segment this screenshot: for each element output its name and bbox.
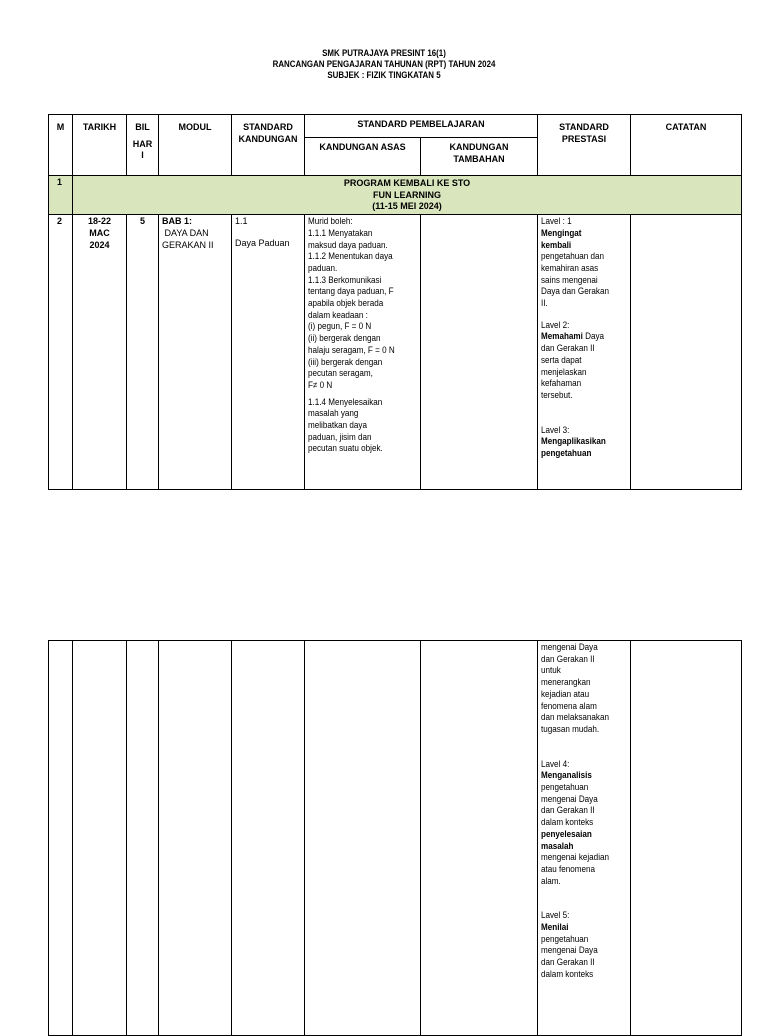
subject-title: SUBJEK : FIZIK TINGKATAN 5	[327, 70, 441, 80]
col-kandungan-tambahan: KANDUNGAN TAMBAHAN	[421, 138, 538, 176]
notes-cell	[631, 641, 742, 1036]
basic-content-cell: Murid boleh: 1.1.1 Menyatakan maksud daya paduan. 1.1.2 Menentukan daya paduan. 1.1.3 Berkomunikasi tentang daya paduan, F apabila objek berada dalam keadaan : (i) pegun, F = 0 N (ii) bergerak dengan halaju seragam, F = 0 N (iii) bergerak dengan pecutan seragam, F≠ 0 N 1.1.4 Menyelesaikan masalah yang melibatkan daya paduan, jisim dan pecutan suatu objek.	[305, 215, 421, 490]
col-modul: MODUL	[159, 115, 232, 176]
day-count-cell	[127, 641, 159, 1036]
module-cell: BAB 1: DAYA DAN GERAKAN II	[159, 215, 232, 490]
content-standard-cell	[232, 641, 305, 1036]
day-count-cell: 5	[127, 215, 159, 490]
school-name: SMK PUTRAJAYA PRESINT 16(1)	[322, 48, 446, 58]
content-standard-cell: 1.1 Daya Paduan	[232, 215, 305, 490]
col-standard-prestasi: STANDARD PRESTASI	[538, 115, 631, 176]
program-note: PROGRAM KEMBALI KE STO FUN LEARNING (11-15 MEI 2024)	[73, 176, 742, 215]
week-2-row	[49, 215, 742, 490]
performance-standard-cell: mengenai Daya dan Gerakan II untuk menerangkan kejadian atau fenomena alam dan melaksanakan tugasan mudah. Lavel 4: Menganalisis pengetahuan mengenai Daya dan Gerakan II dalam konteks penyelesaian masalah mengenai kejadian atau fenomena alam. Lavel 5: Menilai pengetahuan mengenai Daya dan Gerakan II dalam konteks	[538, 641, 631, 1036]
notes-cell	[631, 215, 742, 490]
week-number: 1	[49, 176, 73, 215]
document-header	[46, 48, 722, 81]
performance-standard-cell: Lavel : 1 Mengingat kembali pengetahuan dan kemahiran asas sains mengenai Daya dan Gerakan II. Lavel 2: Memahami Daya dan Gerakan II serta dapat menjelaskan kefahaman tersebut. Lavel 3: Mengaplikasikan pengetahuan	[538, 215, 631, 490]
date-cell: 18-22 MAC 2024	[73, 215, 127, 490]
col-tarikh: TARIKH	[73, 115, 127, 176]
date-cell	[73, 641, 127, 1036]
additional-content-cell	[421, 215, 538, 490]
module-cell	[159, 641, 232, 1036]
continued-row	[49, 641, 742, 1036]
lesson-plan-table	[48, 114, 742, 490]
col-m: M	[49, 115, 73, 176]
col-kandungan-asas: KANDUNGAN ASAS	[305, 138, 421, 176]
col-standard-kandungan: STANDARD KANDUNGAN	[232, 115, 305, 176]
header-row	[49, 115, 742, 138]
col-bil: BIL HAR I	[127, 115, 159, 176]
basic-content-cell	[305, 641, 421, 1036]
week-cell	[49, 641, 73, 1036]
program-row	[49, 176, 742, 215]
week-number: 2	[49, 215, 73, 490]
additional-content-cell	[421, 641, 538, 1036]
col-standard-pembelajaran: STANDARD PEMBELAJARAN	[305, 115, 538, 138]
col-catatan: CATATAN	[631, 115, 742, 176]
plan-title: RANCANGAN PENGAJARAN TAHUNAN (RPT) TAHUN 2024	[272, 59, 496, 69]
lesson-plan-table-continued	[48, 640, 742, 1036]
